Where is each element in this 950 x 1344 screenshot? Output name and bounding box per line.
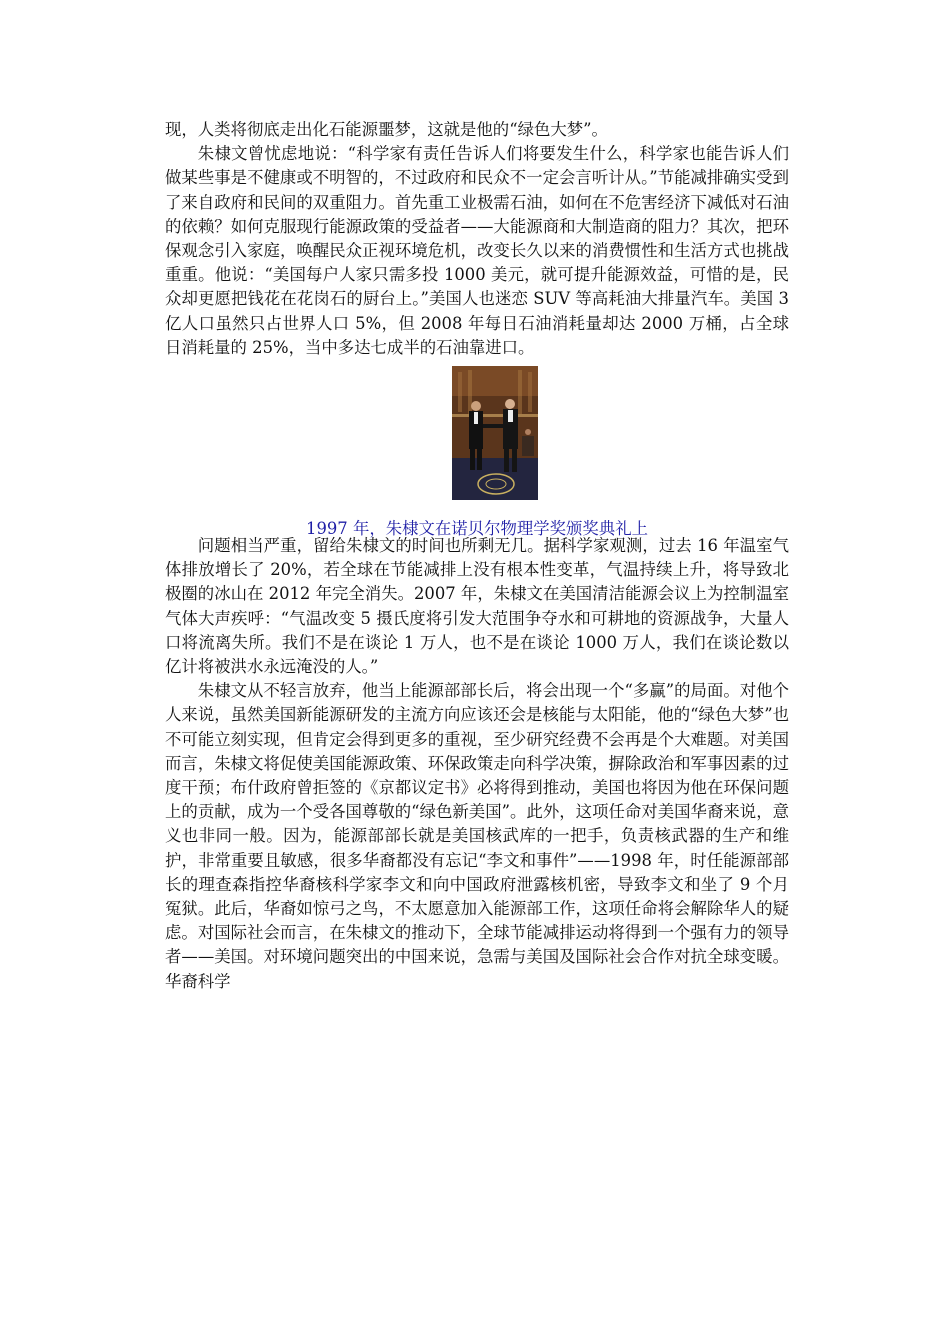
bottom-text-block — [165, 534, 789, 994]
paragraph-continued: 现，人类将彻底走出化石能源噩梦，这就是他的“绿色大梦”。 — [165, 120, 608, 139]
photo-illustration-icon — [452, 366, 538, 500]
paragraph-worry-quote: 朱棣文曾忧虑地说：“科学家有责任告诉人们将要发生什么，科学家也能告诉人们做某些事是不健康或不明智的，不过政府和民众不一定会言听计从。”节能减排确实受到了来自政府和民间的双重阻力。首先重工业极需石油，如何在不危害经济下减低对石油的依赖？如何克服现行能源政策的受益者——大能源商和大制造商的阻力？其次，把环保观念引入家庭，唤醒民众正视环境危机，改变长久以来的消费惯性和生活方式也挑战重重。他说：“美国每户人家只需多投 1000 美元，就可提升能源效益，可惜的是，民众却更愿把钱花在花岗石的厨台上。”美国人也迷恋 SUV 等高耗油大排量汽车。美国 3 亿人口虽然只占世界人口 5%，但 2008 年每日石油消耗量却达 2000 万桶，占全球日消耗量的 25%，当中多达七成半的石油靠进口。 — [165, 144, 789, 357]
paragraph-time-running-out: 问题相当严重，留给朱棣文的时间也所剩无几。据科学家观测，过去 16 年温室气体排放增长了 20%，若全球在节能减排上没有根本性变革，气温持续上升，将导致北极圈的冰山在 2012 年完全消失。2007 年，朱棣文在美国清洁能源会议上为控制温室气体大声疾呼：“气温改变 5 摄氏度将引发大范围争夺水和可耕地的资源战争，大量人口将流离失所。我们不是在谈论 1 万人，也不是在谈论 1000 万人，我们在谈论数以亿计将被洪水永远淹没的人。” — [165, 536, 789, 677]
figure-caption: 1997 年，朱棣文在诺贝尔物理学奖颁奖典礼上 — [306, 519, 648, 539]
paragraph-win-win: 朱棣文从不轻言放弃，他当上能源部部长后，将会出现一个“多赢”的局面。对他个人来说，虽然美国新能源研发的主流方向应该还会是核能与太阳能，他的“绿色大梦”也不可能立刻实现，但肯定会得到更多的重视，至少研究经费不会再是个大难题。对美国而言，朱棣文将促使美国能源政策、环保政策走向科学决策，摒除政治和军事因素的过度干预；布什政府曾拒签的《京都议定书》必将得到推动，美国也将因为他在环保问题上的贡献，成为一个受各国尊敬的“绿色新美国”。此外，这项任命对美国华裔来说，意义也非同一般。因为，能源部部长就是美国核武库的一把手，负责核武器的生产和维护，非常重要且敏感，很多华裔都没有忘记“李文和事件”——1998 年，时任能源部部长的理查森指控华裔核科学家李文和向中国政府泄露核机密，导致李文和坐了 9 个月冤狱。此后，华裔如惊弓之鸟，不太愿意加入能源部工作，这项任命将会解除华人的疑虑。对国际社会而言，在朱棣文的推动下，全球节能减排运动将得到一个强有力的领导者——美国。对环境问题突出的中国来说，急需与美国及国际社会合作对抗全球变暖。华裔科学 — [165, 681, 789, 991]
nobel-ceremony-photo — [452, 366, 538, 500]
figure — [165, 366, 789, 539]
top-text-block — [165, 118, 789, 360]
document-page — [165, 118, 789, 994]
